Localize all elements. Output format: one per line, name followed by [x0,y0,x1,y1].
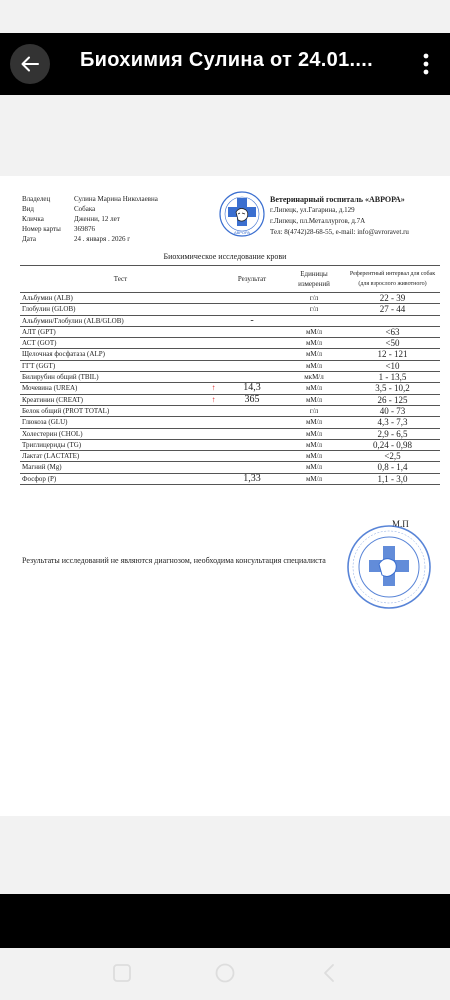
reference-range: <63 [345,326,440,337]
result-units: мМ/л [283,338,345,349]
owner-info-row [22,194,158,204]
result-units: мМ/л [283,428,345,439]
owner-info-value: Дженни, 12 лет [74,215,120,223]
result-units: мМ/л [283,383,345,394]
table-row [20,473,440,484]
more-menu-button[interactable] [414,49,438,79]
reference-range: 40 - 73 [345,405,440,416]
result-units: мМ/л [283,417,345,428]
clinic-stamp [346,524,432,610]
result-flag [206,338,221,349]
stamp-label: М.П [392,519,409,529]
result-flag [206,304,221,315]
home-icon[interactable] [214,962,236,984]
arrow-left-icon [21,56,39,72]
reference-range: 4,3 - 7,3 [345,417,440,428]
reference-range: <50 [345,338,440,349]
test-name: Фосфор (P) [20,473,206,484]
result-units: мМ/л [283,326,345,337]
table-row [20,304,440,315]
svg-text:АВРОРА: АВРОРА [233,230,251,235]
reference-range: 1 - 13,5 [345,372,440,383]
test-name: Альбумин/Глобулин (ALB/GLOB) [20,315,206,326]
header-units: Единицы измерений [283,266,345,293]
table-row [20,372,440,383]
table-row [20,360,440,371]
owner-info-value: Сулина Марина Николаевна [74,195,158,203]
clinic-address-2: г.Липецк, пл.Металлургов, д.7А [270,217,366,225]
test-name: Щелочная фосфатаза (ALP) [20,349,206,360]
owner-info-value: 369876 [74,225,95,233]
result-flag [206,439,221,450]
test-name: Мочевина (UREA) [20,383,206,394]
status-bar [0,0,450,33]
reference-range: 2,9 - 6,5 [345,428,440,439]
table-row [20,394,440,405]
reference-range: 1,1 - 3,0 [345,473,440,484]
result-value [221,451,283,462]
result-flag [206,473,221,484]
result-value [221,360,283,371]
viewer-background-bottom [0,816,450,894]
result-value [221,405,283,416]
result-value [221,462,283,473]
reference-range: 12 - 121 [345,349,440,360]
result-flag [206,349,221,360]
back-button[interactable] [10,44,50,84]
test-name: Глюкоза (GLU) [20,417,206,428]
table-row [20,439,440,450]
result-flag: ↑ [206,394,221,405]
result-units: мМ/л [283,349,345,360]
result-units: мМ/л [283,360,345,371]
test-name: Магний (Mg) [20,462,206,473]
table-row [20,462,440,473]
test-name: Глобулин (GLOB) [20,304,206,315]
clinic-address-1: г.Липецк, ул.Гагарина, д.129 [270,206,355,214]
result-flag [206,315,221,326]
result-units: мМ/л [283,394,345,405]
result-value [221,304,283,315]
app-bar [0,33,450,95]
table-row [20,383,440,394]
test-name: АЛТ (GPT) [20,326,206,337]
table-row [20,428,440,439]
result-value: 365 [221,394,283,405]
result-flag [206,462,221,473]
reference-range: 3,5 - 10,2 [345,383,440,394]
table-row [20,405,440,416]
owner-info [22,194,158,244]
result-value [221,372,283,383]
results-table [20,265,440,485]
result-value: 1,33 [221,473,283,484]
bottom-toolbar [0,894,450,948]
result-flag [206,372,221,383]
table-row [20,293,440,304]
owner-info-value: Собака [74,205,96,213]
test-name: Белок общий (PROT TOTAL) [20,405,206,416]
table-row [20,315,440,326]
test-name: Триглицериды (TG) [20,439,206,450]
reference-range [345,315,440,326]
result-units: мМ/л [283,439,345,450]
result-value [221,326,283,337]
clinic-logo [218,190,266,238]
test-name: Альбумин (ALB) [20,293,206,304]
clinic-info [270,194,409,238]
result-value [221,293,283,304]
header-result: Результат [221,266,283,293]
result-units: мМ/л [283,462,345,473]
table-row [20,349,440,360]
header-reference: Референтный интервал для собак (для взрослого животного) [345,266,440,293]
owner-info-label: Владелец [22,195,51,203]
result-flag: ↑ [206,383,221,394]
owner-info-row [22,234,158,244]
disclaimer: Результаты исследований не являются диагнозом, необходима консультация специалиста [22,556,326,565]
result-value [221,338,283,349]
test-name: Холестерин (CHOL) [20,428,206,439]
reference-range: 26 - 125 [345,394,440,405]
result-units: мкМ/л [283,372,345,383]
table-row [20,417,440,428]
result-value [221,349,283,360]
result-flag [206,360,221,371]
table-row [20,338,440,349]
clinic-contacts: Тел: 8(4742)28-68-55, e-mail: info@avroravet.ru [270,228,409,236]
result-value [221,428,283,439]
owner-info-label: Дата [22,235,36,243]
result-units [283,315,345,326]
reference-range: 27 - 44 [345,304,440,315]
result-value: 14,3 [221,383,283,394]
system-nav-bar [0,948,450,1000]
page-title: Биохимия Сулина от 24.01.... [80,49,373,71]
reference-range: <2,5 [345,451,440,462]
viewer-background [0,95,450,176]
result-flag [206,428,221,439]
owner-info-label: Кличка [22,215,44,223]
result-value [221,439,283,450]
result-units: мМ/л [283,473,345,484]
table-row [20,451,440,462]
owner-info-value: 24 . января . 2026 г [74,235,131,243]
document-page[interactable] [0,176,450,816]
owner-info-row [22,204,158,214]
owner-info-row [22,214,158,224]
result-flag [206,405,221,416]
result-flag [206,326,221,337]
result-units: г/л [283,304,345,315]
more-vert-icon [423,53,429,75]
owner-info-label: Вид [22,205,34,213]
test-name: АСТ (GOT) [20,338,206,349]
document-title: Биохимическое исследование крови [163,252,287,261]
back-nav-icon[interactable] [318,962,340,984]
test-name: ГГТ (GGT) [20,360,206,371]
result-flag [206,293,221,304]
result-value [221,417,283,428]
table-row [20,326,440,337]
reference-range: 22 - 39 [345,293,440,304]
owner-info-label: Номер карты [22,225,61,233]
test-name: Билирубин общий (TBIL) [20,372,206,383]
test-name: Лактат (LACTATE) [20,451,206,462]
result-units: г/л [283,405,345,416]
clinic-name: Ветеринарный госпиталь «АВРОРА» [270,195,405,204]
result-units: мМ/л [283,451,345,462]
reference-range: 0,8 - 1,4 [345,462,440,473]
table-header-row [20,266,440,293]
reference-range: 0,24 - 0,98 [345,439,440,450]
test-name: Креатинин (CREAT) [20,394,206,405]
header-test: Тест [20,266,221,293]
reference-range: <10 [345,360,440,371]
recent-apps-icon[interactable] [111,962,133,984]
result-units: г/л [283,293,345,304]
result-value: - [221,315,283,326]
owner-info-row [22,224,158,234]
result-flag [206,417,221,428]
result-flag [206,451,221,462]
